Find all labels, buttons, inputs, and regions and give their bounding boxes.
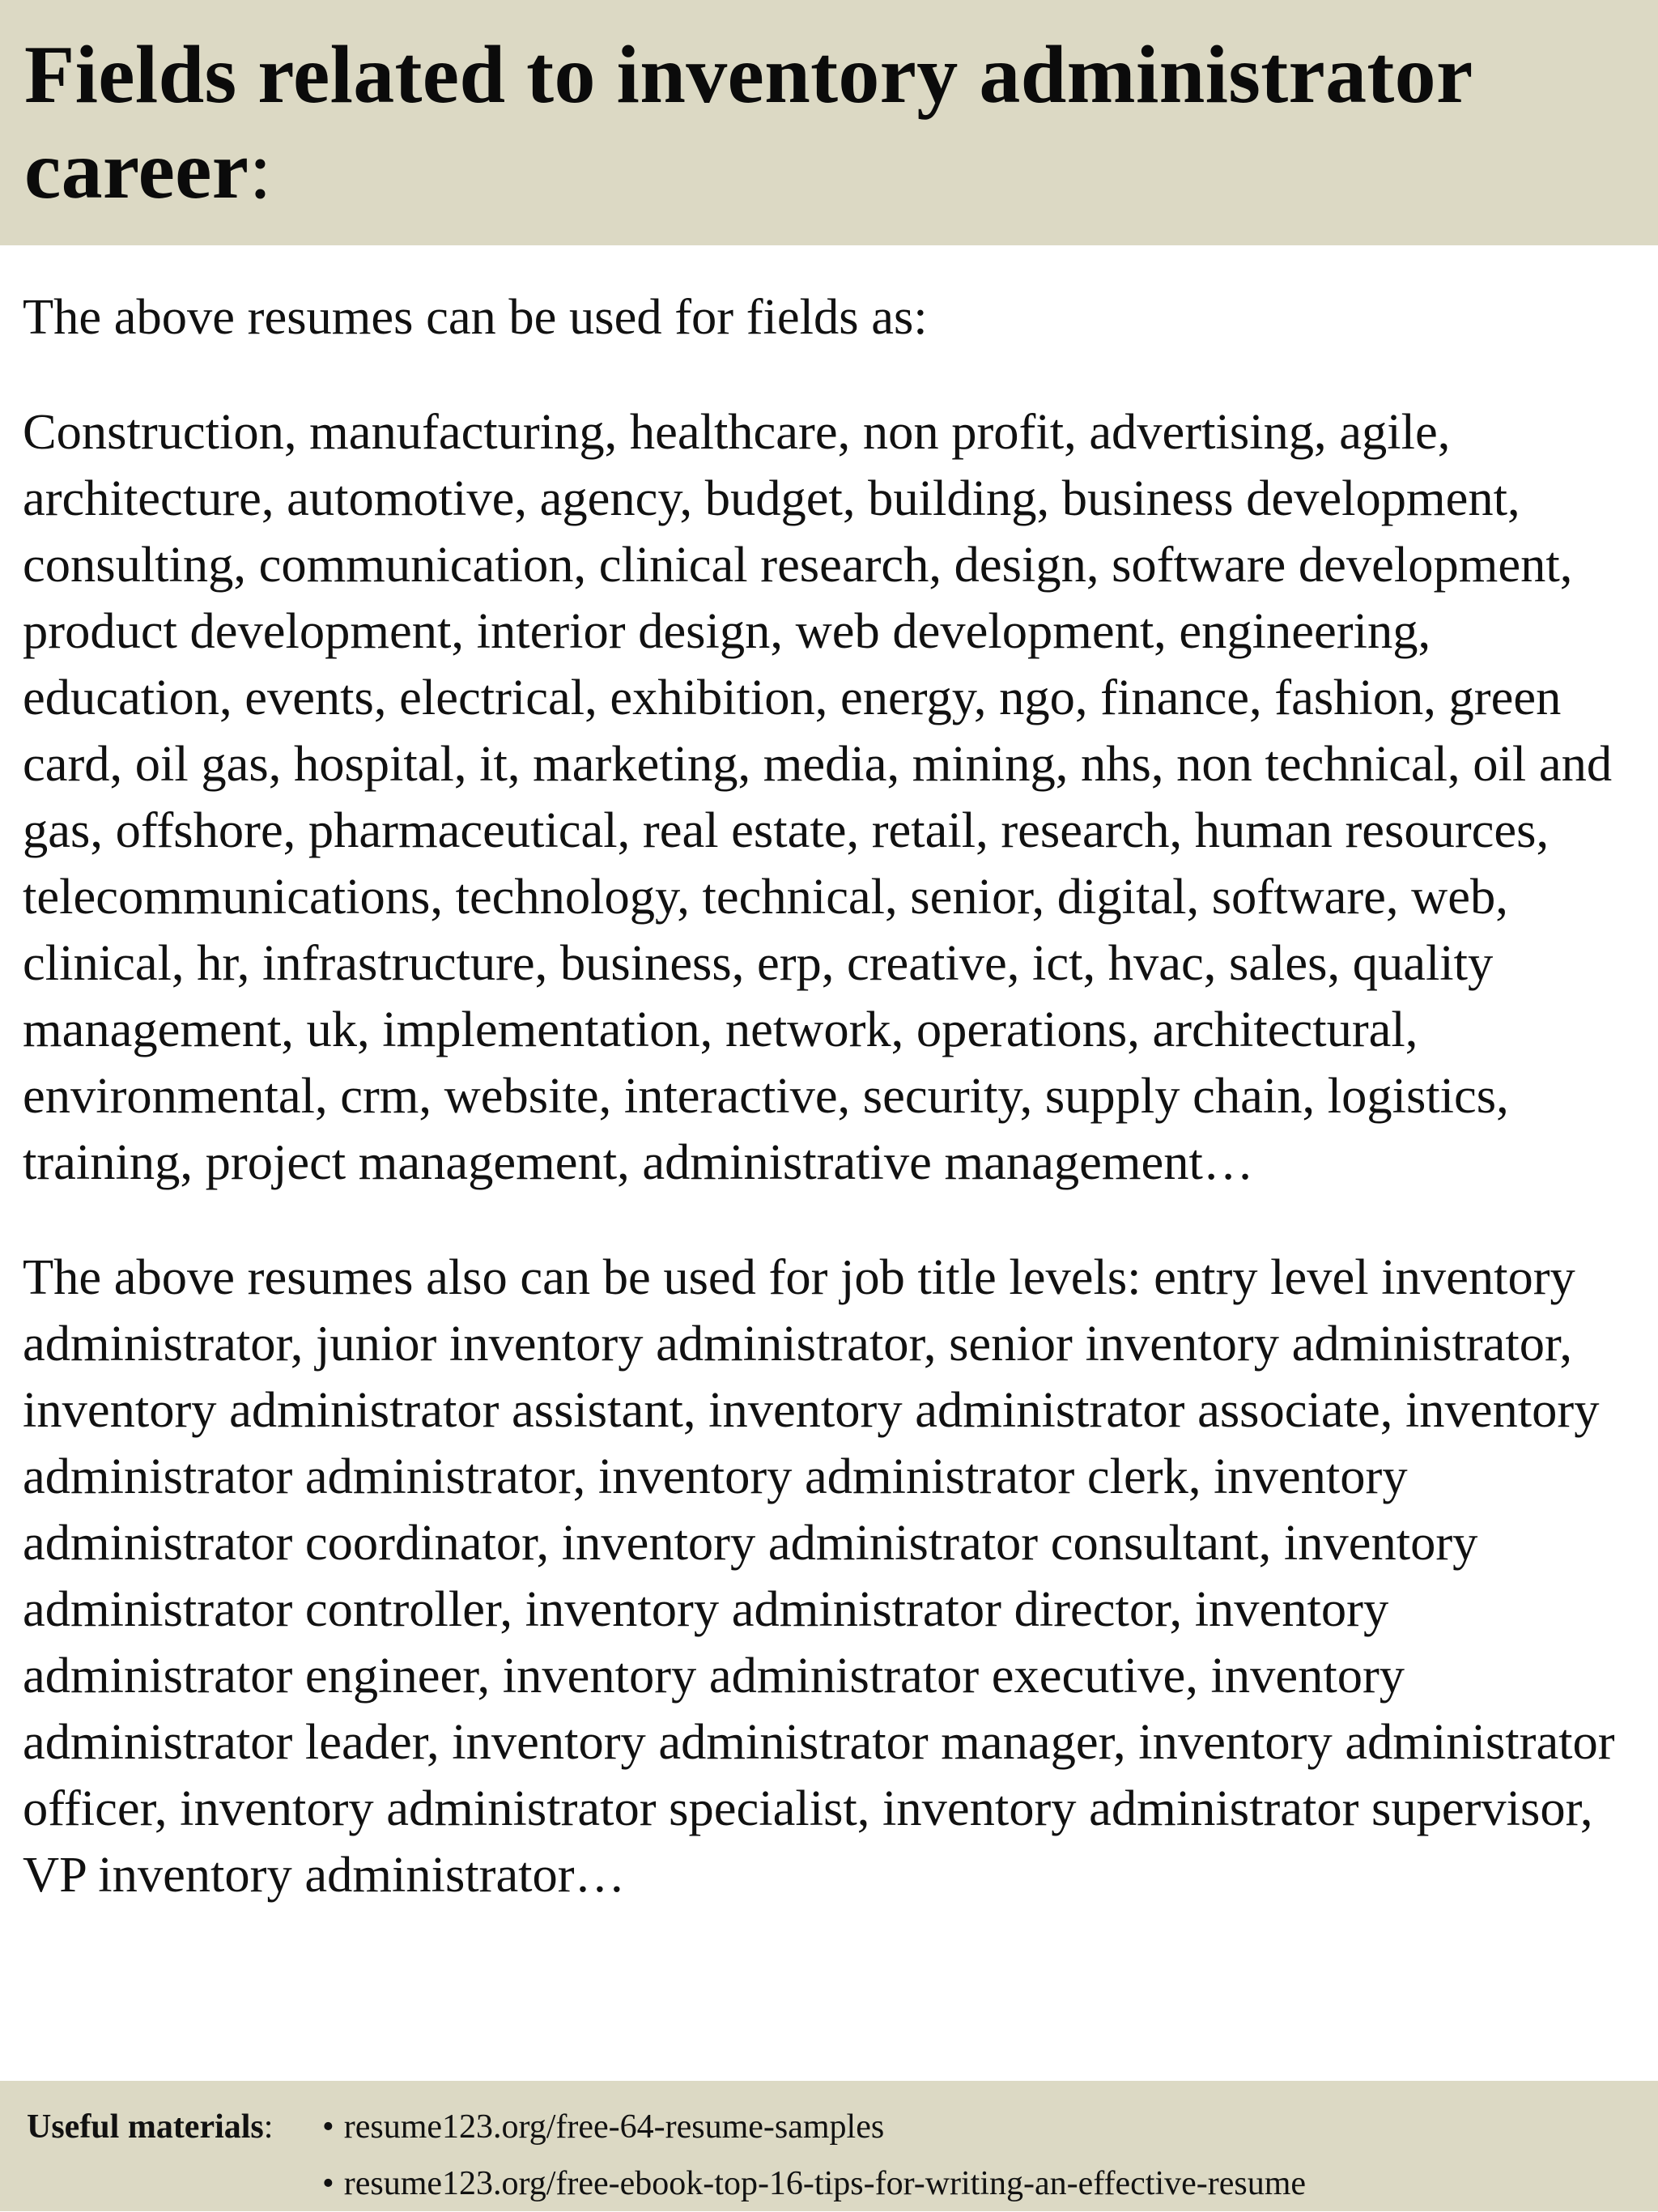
resource-list-item	[322, 2155, 1306, 2212]
bullet-icon: •	[322, 2165, 334, 2202]
useful-materials-label: Useful materials	[27, 2108, 264, 2146]
resource-list-item	[322, 2099, 884, 2155]
footer-row-1	[27, 2099, 1658, 2155]
intro-paragraph: The above resumes can be used for fields as:	[23, 288, 928, 345]
page-title-text: Fields related to inventory administrator career	[24, 29, 1472, 216]
useful-materials-footer	[0, 2081, 1658, 2211]
main-content	[23, 283, 1639, 1908]
footer-label-spacer	[27, 2155, 322, 2212]
bullet-icon: •	[322, 2108, 334, 2146]
title-banner	[0, 0, 1658, 245]
fields-paragraph: Construction, manufacturing, healthcare, non profit, advertising, agile, architecture, automotive, agency, budget, building, business development, consulting, communication, clinical research, design, software development, product development, interior design, web development, engineering, education, events, electrical, exhibition, energy, ngo, finance, fashion, green card, oil gas, hospital, it, marketing, media, mining, nhs, non technical, oil and gas, offshore, pharmaceutical, real estate, retail, research, human resources, telecommunications, technology, technical, senior, digital, software, web, clinical, hr, infrastructure, business, erp, creative, ict, hvac, sales, quality management, uk, implementation, network, operations, architectural, environmental, crm, website, interactive, security, supply chain, logistics, training, project management, administrative management…	[23, 403, 1613, 1190]
page-title	[24, 28, 1635, 219]
footer-label-wrap	[27, 2099, 322, 2155]
footer-row-2	[27, 2155, 1658, 2212]
job-levels-paragraph: The above resumes also can be used for job title levels: entry level inventory administrator, junior inventory administrator, senior inventory administrator, inventory administrator assistant, inventory administrator associate, inventory administrator administrator, inventory administrator clerk, inventory administrator coordinator, inventory administrator consultant, inventory administrator controller, inventory administrator director, inventory administrator engineer, inventory administrator executive, inventory administrator leader, inventory administrator manager, inventory administrator officer, inventory administrator specialist, inventory administrator supervisor, VP inventory administrator…	[23, 1249, 1615, 1903]
useful-materials-colon: :	[263, 2108, 274, 2146]
resource-link-samples[interactable]: resume123.org/free-64-resume-samples	[343, 2108, 885, 2146]
resource-link-ebook[interactable]: resume123.org/free-ebook-top-16-tips-for-writing-an-effective-resume	[343, 2165, 1307, 2202]
page-title-colon: :	[249, 125, 272, 216]
